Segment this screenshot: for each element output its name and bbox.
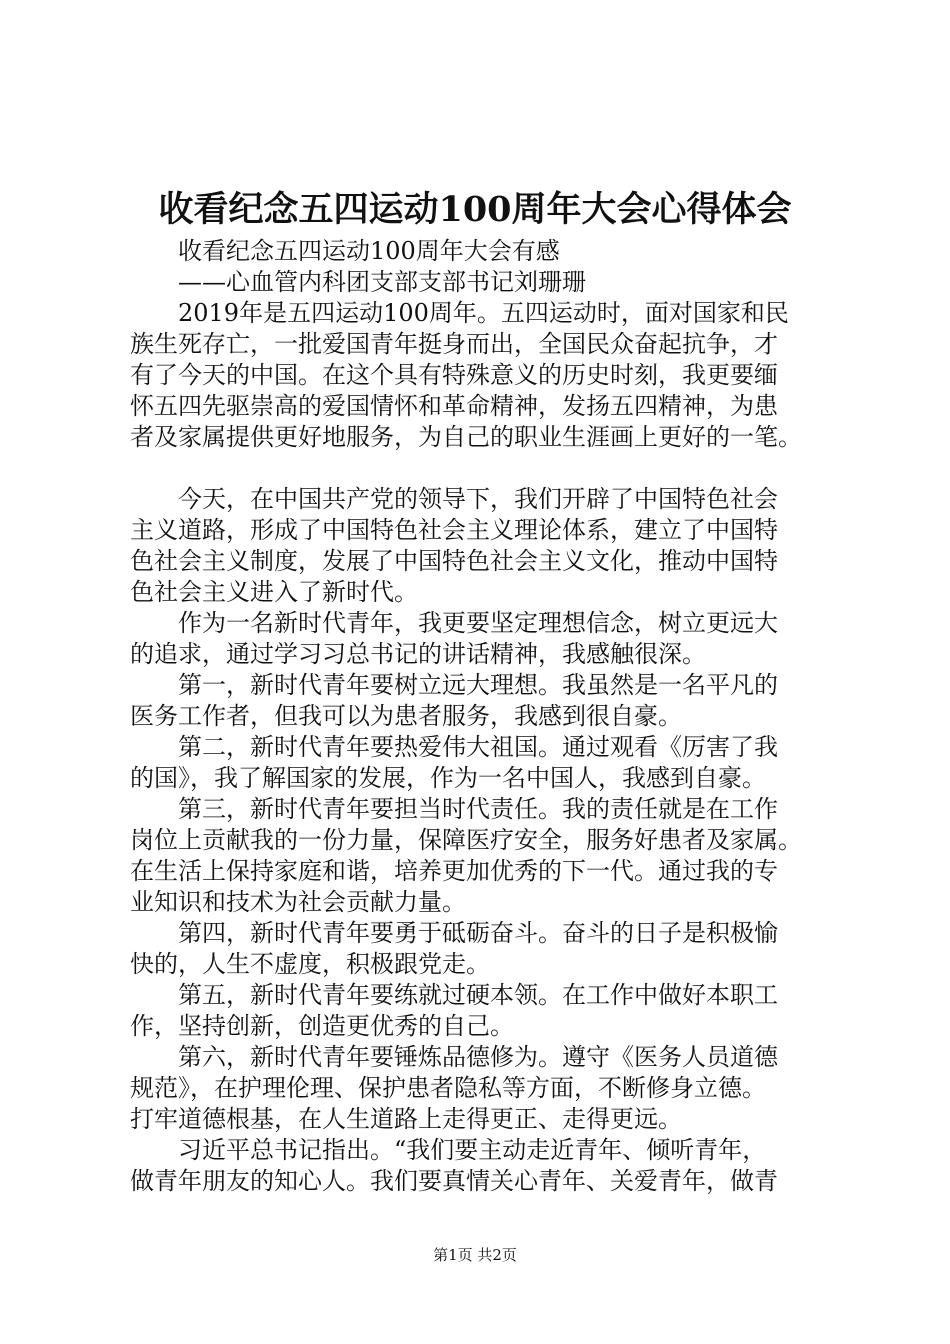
text-line: 收看纪念五四运动100周年大会有感 <box>178 237 560 265</box>
document-body <box>130 236 835 1197</box>
text-line: 怀五四先驱崇高的爱国情怀和革命精神，发扬五四精神，为患 <box>130 392 778 420</box>
text-line: 第一，新时代青年要树立远大理想。我虽然是一名平凡的 <box>178 671 778 699</box>
text-line: 者及家属提供更好地服务，为自己的职业生涯画上更好的一笔。 <box>130 423 802 451</box>
text-line: 色社会主义进入了新时代。 <box>130 578 418 606</box>
text-line: 医务工作者，但我可以为患者服务，我感到很自豪。 <box>130 702 682 730</box>
page-number-footer: 第1页 共2页 <box>433 1246 517 1264</box>
text-line: 族生死存亡，一批爱国青年挺身而出，全国民众奋起抗争，才 <box>130 330 778 358</box>
text-line: 2019年是五四运动100周年。五四运动时，面对国家和民 <box>178 299 789 327</box>
text-line: 色社会主义制度，发展了中国特色社会主义文化，推动中国特 <box>130 547 778 575</box>
text-line: 有了今天的中国。在这个具有特殊意义的历史时刻，我更要缅 <box>130 361 778 389</box>
text-line: 的国》，我了解国家的发展，作为一名中国人，我感到自豪。 <box>130 764 766 792</box>
text-line: 岗位上贡献我的一份力量，保障医疗安全，服务好患者及家属。 <box>130 826 802 854</box>
text-line: ——心血管内科团支部支部书记刘珊珊 <box>178 268 586 296</box>
text-line: 做青年朋友的知心人。我们要真情关心青年、关爱青年，做青 <box>130 1167 778 1195</box>
text-line: 第五，新时代青年要练就过硬本领。在工作中做好本职工 <box>178 981 778 1009</box>
text-line: 规范》，在护理伦理、保护患者隐私等方面，不断修身立德。 <box>130 1074 766 1102</box>
document-title: 收看纪念五四运动100周年大会心得体会 <box>158 189 792 230</box>
blank-line <box>130 453 835 484</box>
text-line: 的追求，通过学习习总书记的讲话精神，我感触很深。 <box>130 640 706 668</box>
text-line: 在生活上保持家庭和谐，培养更加优秀的下一代。通过我的专 <box>130 857 778 885</box>
text-line: 第三，新时代青年要担当时代责任。我的责任就是在工作 <box>178 795 778 823</box>
text-line: 第二，新时代青年要热爱伟大祖国。通过观看《厉害了我 <box>178 733 778 761</box>
text-line: 打牢道德根基，在人生道路上走得更正、走得更远。 <box>130 1105 682 1133</box>
text-line: 主义道路，形成了中国特色社会主义理论体系，建立了中国特 <box>130 516 778 544</box>
text-line: 今天，在中国共产党的领导下，我们开辟了中国特色社会 <box>178 485 778 513</box>
text-line: 快的，人生不虚度，积极跟党走。 <box>130 950 490 978</box>
text-line: 作为一名新时代青年，我更要坚定理想信念，树立更远大 <box>178 609 778 637</box>
text-line: 作，坚持创新，创造更优秀的自己。 <box>130 1012 514 1040</box>
text-line: 习近平总书记指出。“我们要主动走近青年、倾听青年， <box>178 1136 767 1164</box>
text-line: 第四，新时代青年要勇于砥砺奋斗。奋斗的日子是积极愉 <box>178 919 778 947</box>
text-line: 业知识和技术为社会贡献力量。 <box>130 888 466 916</box>
text-line: 第六，新时代青年要锤炼品德修为。遵守《医务人员道德 <box>178 1043 778 1071</box>
